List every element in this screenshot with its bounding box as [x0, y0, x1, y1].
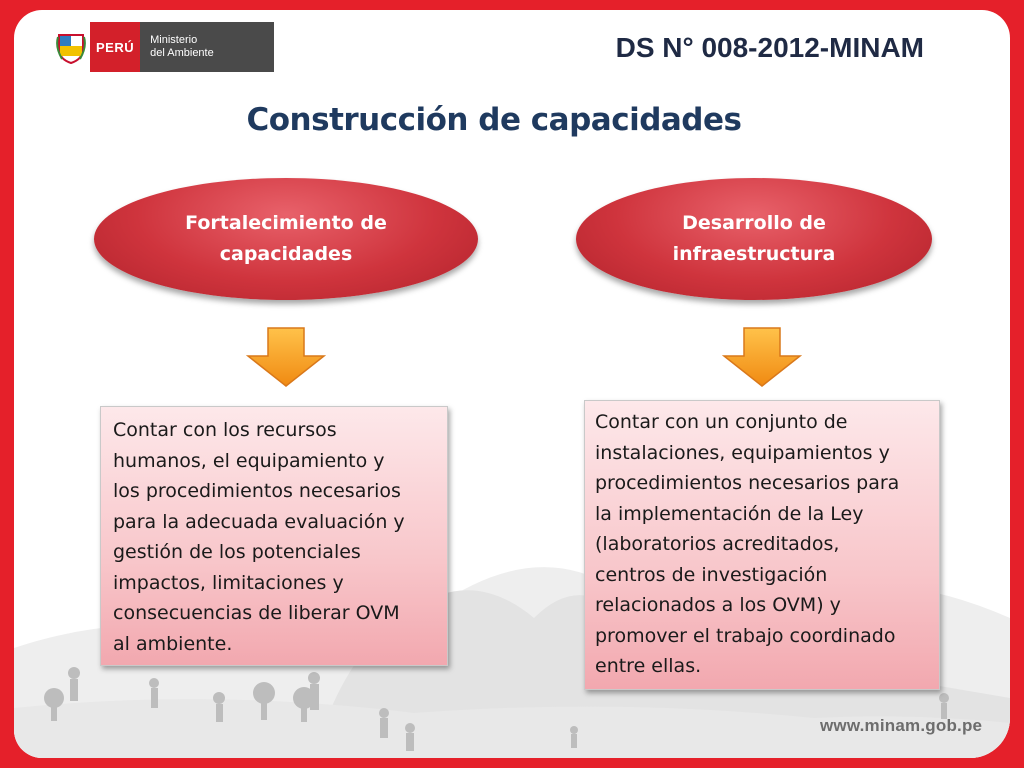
heading-oval-right [576, 178, 932, 300]
heading-left-text: Fortalecimiento de capacidades [185, 212, 387, 265]
description-box-left [100, 406, 448, 666]
document-id: DS N° 008-2012-MINAM [615, 32, 924, 63]
page-title: Construcción de capacidades [246, 102, 742, 138]
minam-logo [52, 22, 274, 72]
logo-country: PERÚ [90, 22, 140, 72]
logo-ministry-line2: del Ambiente [150, 47, 214, 59]
website-url: www.minam.gob.pe [820, 716, 983, 735]
down-arrow-icon [722, 326, 802, 388]
heading-right-text: Desarrollo de infraestructura [672, 212, 836, 265]
coat-of-arms-icon [52, 22, 90, 72]
logo-ministry [140, 22, 274, 72]
slide [14, 10, 1010, 758]
description-left-text: Contar con los recursos humanos, el equipamiento y los procedimientos necesarios para la adecuada evaluación y gestión de los potenciales impactos, limitaciones y consecuencias de liberar OVM al ambiente. [113, 419, 405, 655]
description-right-text: Contar con un conjunto de instalaciones, equipamientos y procedimientos necesarios para la implementación de la Ley (laboratorios acreditados, centros de investigación relacionados a los OVM) y promover el trabajo coordinado entre ellas. [595, 411, 900, 677]
description-box-right [584, 400, 940, 690]
down-arrow-icon [246, 326, 326, 388]
heading-oval-left [94, 178, 478, 300]
logo-ministry-line1: Ministerio [150, 34, 198, 46]
